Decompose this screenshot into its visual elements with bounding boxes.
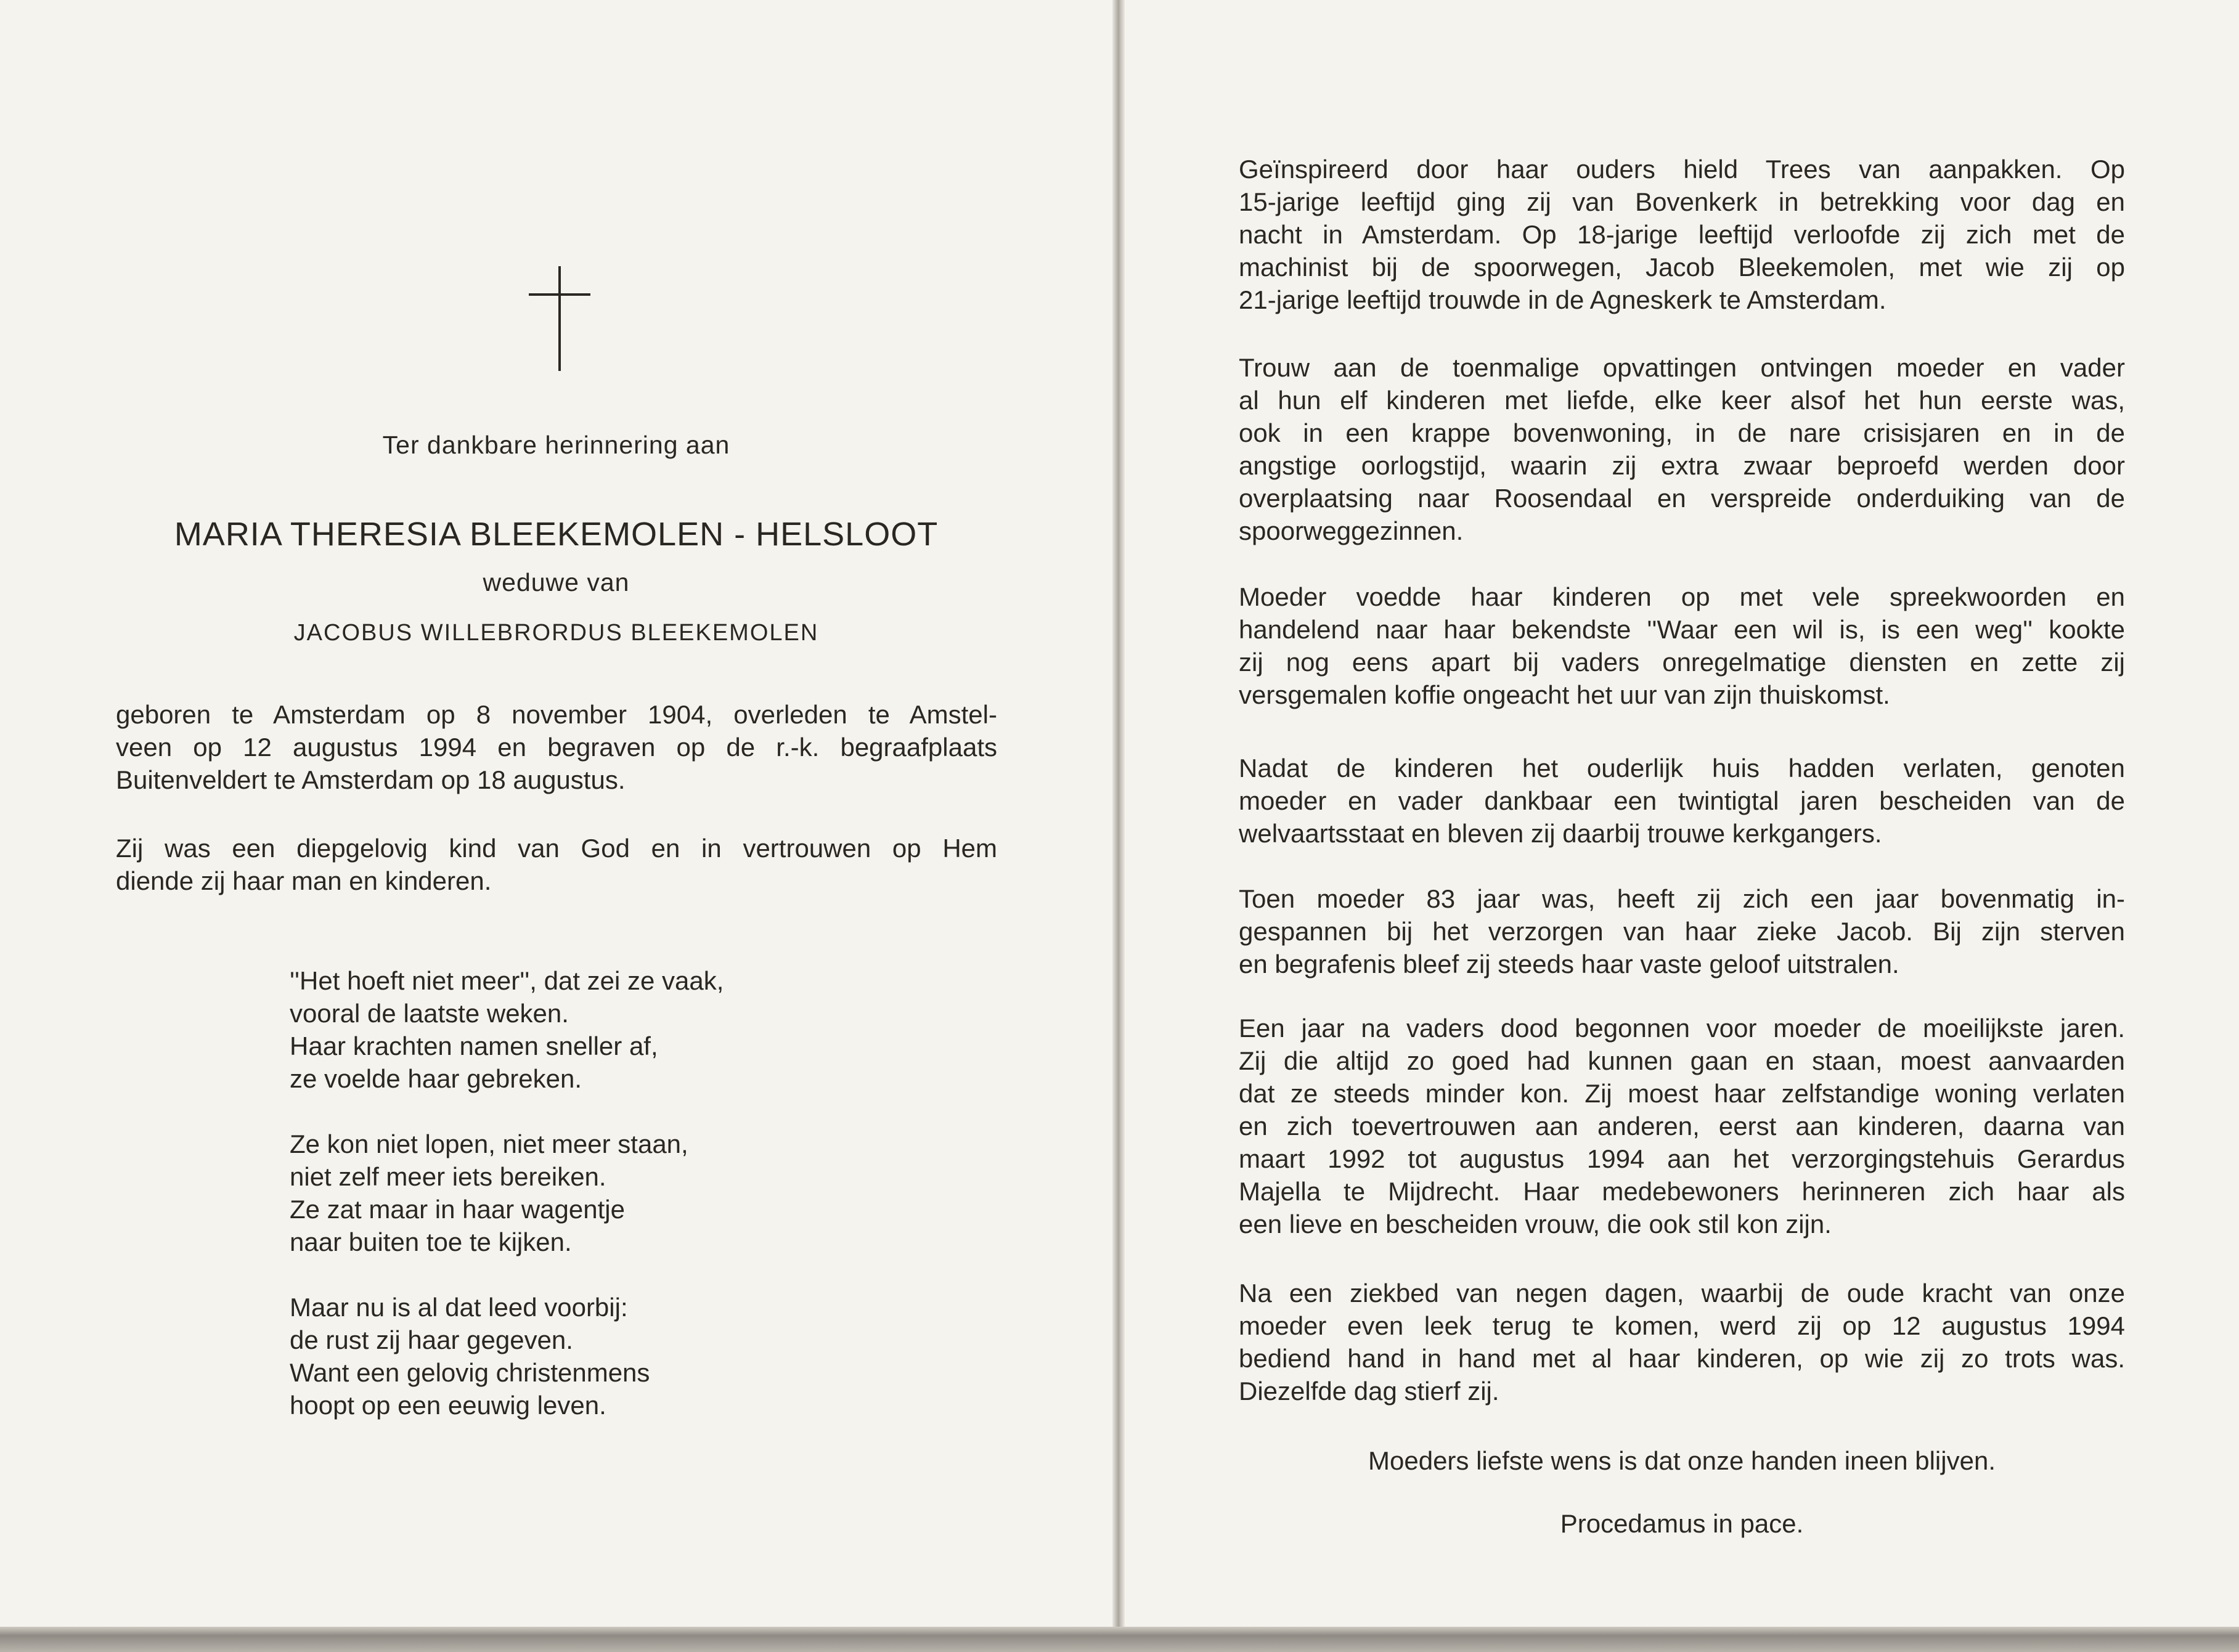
text-line: handelend naar haar bekendste ''Waar een wil is, is een weg'' kookte: [1239, 615, 2125, 644]
poem-line: de rust zij haar gegeven.: [290, 1325, 573, 1354]
life-paragraph-4: [1239, 752, 2125, 850]
text-line: Majella te Mijdrecht. Haar medebewoners herinneren zich haar als: [1239, 1177, 2125, 1206]
card-fold: [1112, 0, 1125, 1652]
text-line: spoorweggezinnen.: [1239, 516, 1464, 545]
text-line: al hun elf kinderen met liefde, elke keer alsof het hun eerste was,: [1239, 386, 2125, 415]
text-line: Trouw aan de toenmalige opvattingen ontvingen moeder en vader: [1239, 353, 2125, 382]
text-line: Geïnspireerd door haar ouders hield Trees van aanpakken. Op: [1239, 155, 2125, 184]
deceased-name: MARIA THERESIA BLEEKEMOLEN - HELSLOOT: [174, 516, 939, 553]
intro-text: Ter dankbare herinnering aan: [382, 431, 730, 459]
poem-line: Haar krachten namen sneller af,: [290, 1031, 658, 1060]
cross-icon: [529, 266, 590, 371]
text-line: ook in een krappe bovenwoning, in de nare crisisjaren en in de: [1239, 418, 2125, 447]
poem-line: niet zelf meer iets bereiken.: [290, 1162, 606, 1191]
life-paragraph-1: [1239, 153, 2125, 316]
closing-wish: Moeders liefste wens is dat onze handen ineen blijven.: [1368, 1446, 1996, 1475]
text-line: en begrafenis bleef zij steeds haar vaste geloof uitstralen.: [1239, 950, 1899, 979]
text-line: zij nog eens apart bij vaders onregelmatige diensten en zette zij: [1239, 648, 2125, 677]
text-line: maart 1992 tot augustus 1994 aan het verzorgingstehuis Gerardus: [1239, 1144, 2125, 1173]
poem-stanza-1: [290, 964, 844, 1095]
poem-line: ''Het hoeft niet meer'', dat zei ze vaak,: [290, 966, 724, 995]
life-paragraph-3: [1239, 580, 2125, 711]
biography-dates: [116, 698, 997, 796]
husband-name: JACOBUS WILLEBRORDUS BLEEKEMOLEN: [293, 620, 819, 646]
text-line: machinist bij de spoorwegen, Jacob Bleekemolen, met wie zij op: [1239, 253, 2125, 282]
life-paragraph-2: [1239, 351, 2125, 547]
text-line: Diezelfde dag stierf zij.: [1239, 1377, 1499, 1406]
poem-line: Maar nu is al dat leed voorbij:: [290, 1293, 628, 1322]
text-line: angstige oorlogstijd, waarin zij extra zwaar beproefd werden door: [1239, 451, 2125, 480]
poem-line: hoopt op een eeuwig leven.: [290, 1391, 606, 1420]
text-line: Na een ziekbed van negen dagen, waarbij de oude kracht van onze: [1239, 1279, 2125, 1308]
poem-stanza-3: [290, 1291, 844, 1422]
text-line: versgemalen koffie ongeacht het uur van zijn thuiskomst.: [1239, 680, 1890, 709]
text-line: overplaatsing naar Roosendaal en verspreide onderduiking van de: [1239, 484, 2125, 513]
text-line: Een jaar na vaders dood begonnen voor moeder de moeilijkste jaren.: [1239, 1014, 2125, 1043]
text-line: Toen moeder 83 jaar was, heeft zij zich een jaar bovenmatig in-: [1239, 884, 2125, 913]
text-line: gespannen bij het verzorgen van haar zieke Jacob. Bij zijn sterven: [1239, 917, 2125, 946]
text-line: 15-jarige leeftijd ging zij van Bovenkerk in betrekking voor dag en: [1239, 187, 2125, 216]
text-line: geboren te Amsterdam op 8 november 1904, overleden te Amstel-: [116, 700, 997, 729]
widow-of-text: weduwe van: [483, 568, 630, 596]
text-line: dat ze steeds minder kon. Zij moest haar zelfstandige woning verlaten: [1239, 1079, 2125, 1108]
text-line: Moeder voedde haar kinderen op met vele spreekwoorden en: [1239, 582, 2125, 611]
card-bottom-edge: [0, 1627, 2239, 1652]
closing-prayer: Procedamus in pace.: [1560, 1509, 1804, 1538]
text-line: moeder even leek terug te komen, werd zij op 12 augustus 1994: [1239, 1311, 2125, 1340]
poem-stanza-2: [290, 1128, 844, 1258]
text-line: en zich toevertrouwen aan anderen, eerst aan kinderen, daarna van: [1239, 1112, 2125, 1141]
text-line: Nadat de kinderen het ouderlijk huis hadden verlaten, genoten: [1239, 754, 2125, 783]
text-line: veen op 12 augustus 1994 en begraven op de r.-k. begraafplaats: [116, 733, 997, 762]
poem-line: Ze zat maar in haar wagentje: [290, 1195, 625, 1224]
poem-line: naar buiten toe te kijken.: [290, 1227, 572, 1256]
poem-line: Ze kon niet lopen, niet meer staan,: [290, 1129, 688, 1158]
text-line: welvaartsstaat en bleven zij daarbij trouwe kerkgangers.: [1239, 819, 1882, 848]
text-line: nacht in Amsterdam. Op 18-jarige leeftijd verloofde zij zich met de: [1239, 220, 2125, 249]
biography-faith: [116, 832, 997, 897]
text-line: moeder en vader dankbaar een twintigtal jaren bescheiden van de: [1239, 786, 2125, 815]
text-line: bediend hand in hand met al haar kinderen, op wie zij zo trots was.: [1239, 1344, 2125, 1373]
life-paragraph-5: [1239, 882, 2125, 980]
life-paragraph-7: [1239, 1277, 2125, 1407]
poem-line: ze voelde haar gebreken.: [290, 1064, 582, 1093]
text-line: diende zij haar man en kinderen.: [116, 866, 492, 895]
text-line: een lieve en bescheiden vrouw, die ook stil kon zijn.: [1239, 1210, 1832, 1239]
text-line: Zij die altijd zo goed had kunnen gaan en staan, moest aanvaarden: [1239, 1046, 2125, 1075]
poem-line: vooral de laatste weken.: [290, 999, 569, 1028]
text-line: Zij was een diepgelovig kind van God en in vertrouwen op Hem: [116, 834, 997, 863]
text-line: Buitenveldert te Amsterdam op 18 augustus.: [116, 765, 626, 794]
text-line: 21-jarige leeftijd trouwde in de Agneskerk te Amsterdam.: [1239, 285, 1886, 314]
life-paragraph-6: [1239, 1012, 2125, 1240]
poem-line: Want een gelovig christenmens: [290, 1358, 650, 1387]
